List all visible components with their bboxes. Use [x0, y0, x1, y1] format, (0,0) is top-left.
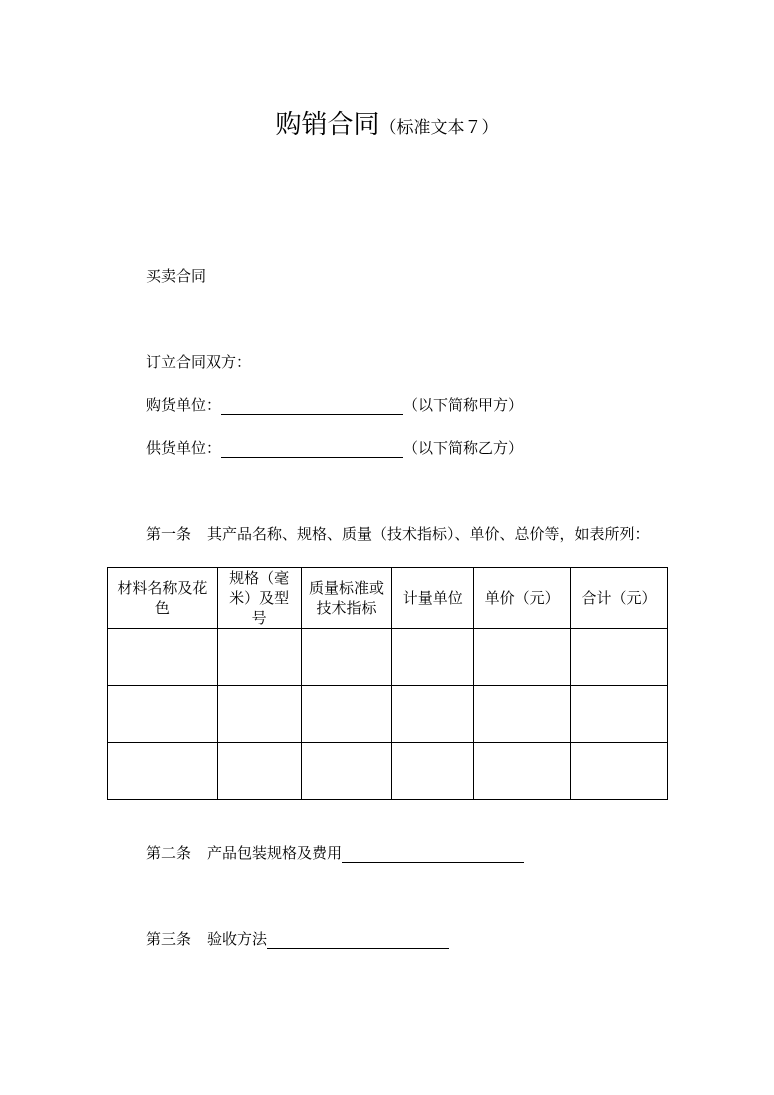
- article-1-text: 其产品名称、规格、质量（技术指标）、单价、总价等，如表所列：: [207, 525, 650, 543]
- table-header-cell: 计量单位: [392, 568, 474, 629]
- buyer-blank-field[interactable]: [221, 397, 403, 415]
- document-title: [0, 104, 774, 141]
- table-header-cell: 质量标准或技术指标: [301, 568, 392, 629]
- article-2: [146, 843, 524, 863]
- product-spec-table: [107, 567, 668, 800]
- table-row: [108, 743, 668, 800]
- article-3-text: 验收方法: [207, 930, 268, 948]
- table-cell[interactable]: [392, 686, 474, 743]
- table-header-cell: 材料名称及花色: [108, 568, 218, 629]
- table-row: [108, 686, 668, 743]
- buyer-label: 购货单位：: [146, 396, 222, 414]
- seller-label: 供货单位：: [146, 439, 222, 457]
- table-cell[interactable]: [571, 743, 668, 800]
- article-2-number: 第二条: [146, 844, 192, 862]
- article-3-number: 第三条: [146, 930, 192, 948]
- table-cell[interactable]: [571, 686, 668, 743]
- table-cell[interactable]: [108, 629, 218, 686]
- table-cell[interactable]: [571, 629, 668, 686]
- table-cell[interactable]: [392, 743, 474, 800]
- table-cell[interactable]: [217, 686, 301, 743]
- table-header-cell: 合计（元）: [571, 568, 668, 629]
- article-3-blank-field[interactable]: [267, 931, 449, 949]
- table-cell[interactable]: [301, 743, 392, 800]
- table-header-cell: 规格（毫米）及型号: [217, 568, 301, 629]
- table-row: [108, 629, 668, 686]
- table-header-row: [108, 568, 668, 629]
- buyer-line: [146, 395, 523, 415]
- article-2-text: 产品包装规格及费用: [207, 844, 343, 862]
- article-2-blank-field[interactable]: [342, 845, 524, 863]
- table-cell[interactable]: [108, 743, 218, 800]
- table-cell[interactable]: [474, 686, 571, 743]
- table-header-cell: 单价（元）: [474, 568, 571, 629]
- title-sub: （标准文本７）: [379, 118, 499, 138]
- contract-heading: 买卖合同: [146, 267, 207, 285]
- table-cell[interactable]: [474, 743, 571, 800]
- table-cell[interactable]: [108, 686, 218, 743]
- article-1-number: 第一条: [146, 525, 192, 543]
- seller-line: [146, 438, 523, 458]
- article-3: [146, 929, 449, 949]
- table-cell[interactable]: [217, 743, 301, 800]
- table-cell[interactable]: [301, 686, 392, 743]
- article-1: [146, 524, 650, 544]
- table-cell[interactable]: [217, 629, 301, 686]
- buyer-suffix: （以下简称甲方）: [403, 396, 524, 414]
- parties-intro: 订立合同双方：: [146, 353, 252, 371]
- table-cell[interactable]: [392, 629, 474, 686]
- table-cell[interactable]: [474, 629, 571, 686]
- title-main: 购销合同: [275, 110, 380, 140]
- table-cell[interactable]: [301, 629, 392, 686]
- seller-blank-field[interactable]: [221, 440, 403, 458]
- seller-suffix: （以下简称乙方）: [403, 439, 524, 457]
